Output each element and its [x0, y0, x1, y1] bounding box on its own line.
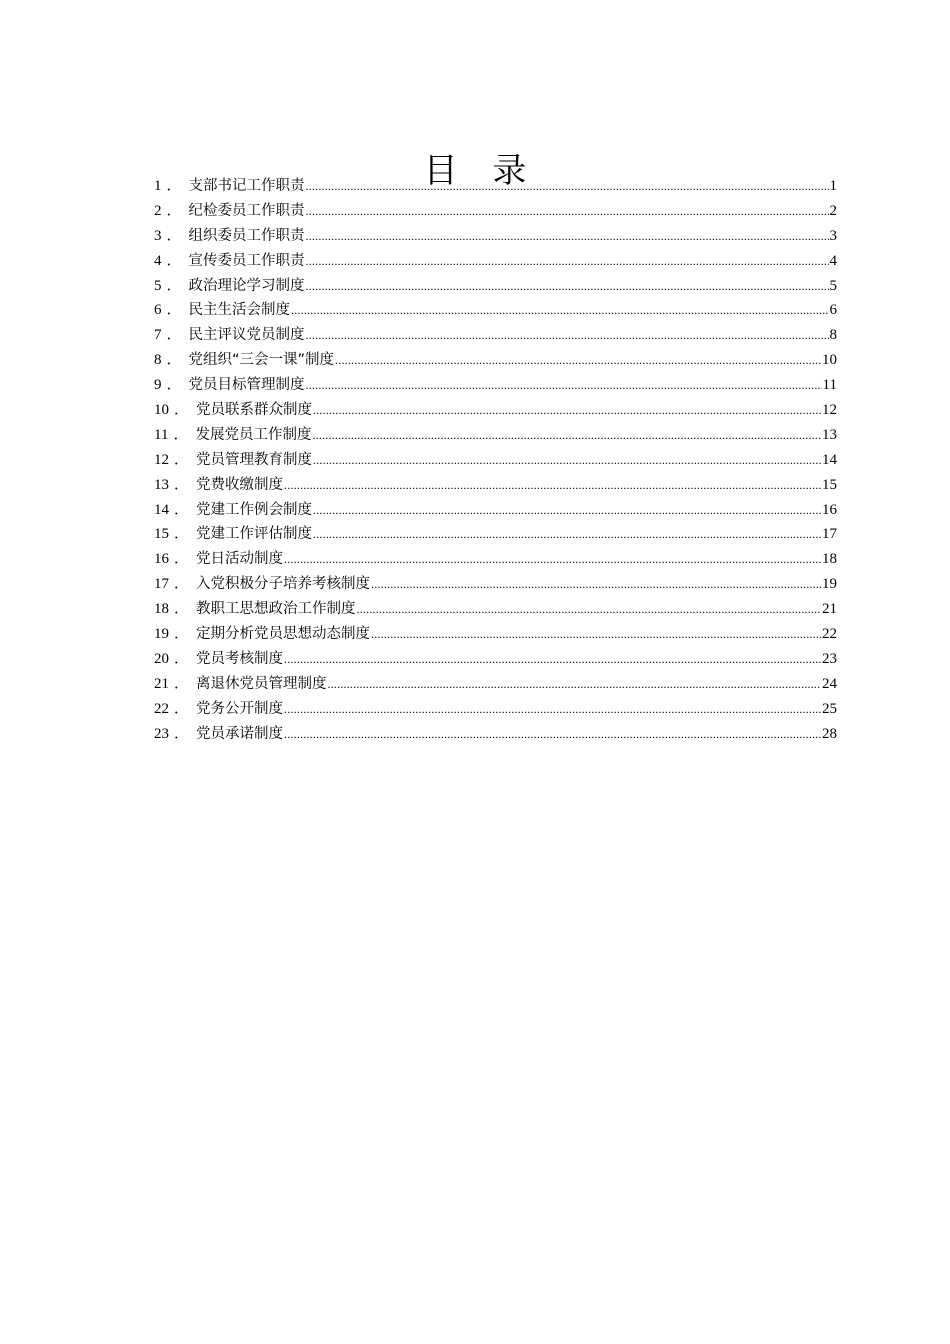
- toc-entry-title: 入党积极分子培养考核制度: [196, 576, 371, 593]
- toc-title: 目 录: [423, 150, 539, 191]
- toc-entry-number: 2: [154, 202, 162, 219]
- toc-entry-separator: ．: [166, 202, 182, 219]
- toc-entry-separator: ．: [174, 650, 190, 667]
- toc-entry-title: 定期分析党员思想动态制度: [196, 626, 371, 643]
- toc-entry-title: 党日活动制度: [196, 551, 284, 568]
- toc-entry-page-number: 3: [829, 227, 837, 244]
- toc-entry-separator: ．: [166, 178, 182, 194]
- toc-entry-number: 6: [154, 302, 162, 319]
- toc-entry-separator: ．: [174, 675, 190, 692]
- toc-entry-separator: ．: [166, 252, 182, 269]
- toc-entry-number: 12: [154, 451, 169, 468]
- toc-entry-number: 19: [154, 626, 169, 643]
- toc-entry[interactable]: [154, 597, 837, 622]
- toc-entry-title: 离退休党员管理制度: [196, 675, 327, 692]
- toc-dot-leader: [313, 448, 821, 473]
- toc-dot-leader: [306, 224, 829, 249]
- toc-entry-page-number: 15: [822, 476, 837, 493]
- toc-entry-separator: ．: [166, 377, 182, 394]
- toc-entry-page-number: 21: [822, 601, 837, 618]
- toc-dot-leader: [291, 298, 828, 323]
- toc-entry-number: 8: [154, 352, 162, 369]
- toc-entry[interactable]: [154, 398, 837, 423]
- toc-entry[interactable]: [154, 373, 837, 398]
- toc-entry[interactable]: [154, 498, 837, 523]
- toc-entry-number: 14: [154, 501, 169, 518]
- toc-entry-number: 15: [154, 526, 169, 543]
- toc-entry-separator: ．: [174, 526, 190, 543]
- toc-entry-title: 教职工思想政治工作制度: [196, 601, 356, 618]
- toc-entry-page-number: 14: [822, 451, 837, 468]
- toc-entry-page-number: 28: [822, 725, 837, 742]
- toc-dot-leader: [284, 547, 821, 572]
- toc-entry[interactable]: [154, 274, 837, 299]
- toc-entry-separator: ．: [174, 476, 190, 493]
- toc-dot-leader: [306, 174, 829, 199]
- toc-entry-separator: ．: [166, 227, 182, 244]
- toc-entry-title: 政治理论学习制度: [188, 277, 305, 294]
- toc-entry-number: 10: [154, 402, 169, 419]
- toc-dot-leader: [306, 323, 829, 348]
- toc-entry-number: 7: [154, 327, 162, 344]
- toc-dot-leader: [312, 423, 821, 448]
- toc-entry[interactable]: [154, 697, 837, 722]
- toc-entry-number: 23: [154, 725, 169, 742]
- toc-entry-separator: ．: [174, 402, 190, 419]
- toc-entry[interactable]: [154, 448, 837, 473]
- toc-entry-title: 党务公开制度: [196, 700, 284, 717]
- toc-entry-separator: ．: [166, 302, 182, 319]
- toc-entry[interactable]: [154, 348, 837, 373]
- toc-entry-number: 16: [154, 551, 169, 568]
- toc-entry-title: 发展党员工作制度: [195, 426, 312, 443]
- toc-dot-leader: [284, 647, 821, 672]
- toc-entry-page-number: 4: [829, 252, 837, 269]
- toc-entry[interactable]: [154, 722, 837, 747]
- toc-entry-title: 民主评议党员制度: [188, 327, 305, 344]
- toc-entry-separator: ．: [166, 352, 182, 369]
- toc-dot-leader: [284, 697, 821, 722]
- toc-entry-separator: ．: [174, 451, 190, 468]
- toc-entry-separator: ．: [174, 551, 190, 568]
- toc-entry-number: 20: [154, 650, 169, 667]
- toc-entry-page-number: 10: [822, 352, 837, 369]
- toc-entry-number: 21: [154, 675, 169, 692]
- toc-list: [154, 174, 837, 746]
- toc-entry[interactable]: [154, 572, 837, 597]
- toc-entry-title: 党费收缴制度: [196, 476, 284, 493]
- toc-entry-page-number: 12: [822, 402, 837, 419]
- toc-dot-leader: [357, 597, 821, 622]
- toc-entry[interactable]: [154, 672, 837, 697]
- toc-entry-number: 9: [154, 377, 162, 394]
- toc-entry-title: 党建工作评估制度: [196, 526, 313, 543]
- toc-dot-leader: [306, 249, 829, 274]
- toc-entry-separator: ．: [166, 277, 182, 294]
- toc-entry-page-number: 16: [822, 501, 837, 518]
- toc-entry-page-number: 11: [822, 377, 837, 394]
- toc-entry-page-number: 2: [829, 202, 837, 219]
- toc-entry-title: 党员目标管理制度: [188, 377, 305, 394]
- toc-entry-number: 11: [154, 426, 169, 443]
- toc-dot-leader: [313, 498, 821, 523]
- toc-entry[interactable]: [154, 174, 837, 199]
- toc-entry-number: 22: [154, 700, 169, 717]
- toc-entry[interactable]: [154, 224, 837, 249]
- toc-entry[interactable]: [154, 323, 837, 348]
- toc-entry-page-number: 5: [829, 277, 837, 294]
- toc-entry-title: 宣传委员工作职责: [188, 252, 305, 269]
- toc-entry-number: 13: [154, 476, 169, 493]
- toc-entry-separator: ．: [174, 601, 190, 618]
- toc-dot-leader: [313, 522, 821, 547]
- toc-entry-number: 1: [154, 178, 162, 194]
- toc-entry-title: 党员考核制度: [196, 650, 284, 667]
- toc-entry-title: 党员管理教育制度: [196, 451, 313, 468]
- toc-entry-page-number: 25: [822, 700, 837, 717]
- toc-entry-separator: ．: [166, 327, 182, 344]
- toc-dot-leader: [306, 274, 829, 299]
- toc-dot-leader: [335, 348, 821, 373]
- toc-entry[interactable]: [154, 522, 837, 547]
- toc-entry-page-number: 19: [822, 576, 837, 593]
- toc-dot-leader: [306, 373, 822, 398]
- toc-entry[interactable]: [154, 423, 837, 448]
- toc-entry-page-number: 24: [822, 675, 837, 692]
- toc-entry[interactable]: [154, 298, 837, 323]
- toc-entry-page-number: 23: [822, 650, 837, 667]
- toc-entry-page-number: 8: [829, 327, 837, 344]
- toc-entry-separator: ．: [174, 725, 190, 742]
- toc-entry-number: 18: [154, 601, 169, 618]
- toc-entry-separator: ．: [173, 426, 189, 443]
- toc-entry-page-number: 22: [822, 626, 837, 643]
- toc-entry-page-number: 1: [829, 178, 837, 194]
- toc-dot-leader: [371, 572, 821, 597]
- toc-dot-leader: [284, 722, 821, 747]
- toc-entry-separator: ．: [174, 576, 190, 593]
- toc-entry-title: 支部书记工作职责: [188, 178, 305, 194]
- toc-entry[interactable]: [154, 622, 837, 647]
- toc-dot-leader: [284, 473, 821, 498]
- toc-entry-title: 党组织“三会一课”制度: [188, 352, 335, 369]
- toc-entry[interactable]: [154, 473, 837, 498]
- toc-entry[interactable]: [154, 647, 837, 672]
- toc-entry-title: 纪检委员工作职责: [188, 202, 305, 219]
- toc-dot-leader: [371, 622, 821, 647]
- toc-entry-separator: ．: [174, 501, 190, 518]
- toc-entry-page-number: 18: [822, 551, 837, 568]
- toc-entry-title: 党员联系群众制度: [196, 402, 313, 419]
- toc-entry-title: 党员承诺制度: [196, 725, 284, 742]
- toc-entry-title: 组织委员工作职责: [188, 227, 305, 244]
- toc-entry-page-number: 13: [822, 426, 837, 443]
- toc-entry-title: 民主生活会制度: [188, 302, 291, 319]
- toc-entry-number: 4: [154, 252, 162, 269]
- toc-dot-leader: [328, 672, 821, 697]
- toc-dot-leader: [313, 398, 821, 423]
- toc-entry-title: 党建工作例会制度: [196, 501, 313, 518]
- toc-entry[interactable]: [154, 249, 837, 274]
- toc-entry-page-number: 6: [829, 302, 837, 319]
- toc-entry-number: 3: [154, 227, 162, 244]
- toc-entry[interactable]: [154, 547, 837, 572]
- toc-entry-separator: ．: [174, 700, 190, 717]
- toc-entry-separator: ．: [174, 626, 190, 643]
- toc-entry-number: 5: [154, 277, 162, 294]
- toc-dot-leader: [306, 199, 829, 224]
- toc-entry-page-number: 17: [822, 526, 837, 543]
- toc-entry-number: 17: [154, 576, 169, 593]
- toc-entry[interactable]: [154, 199, 837, 224]
